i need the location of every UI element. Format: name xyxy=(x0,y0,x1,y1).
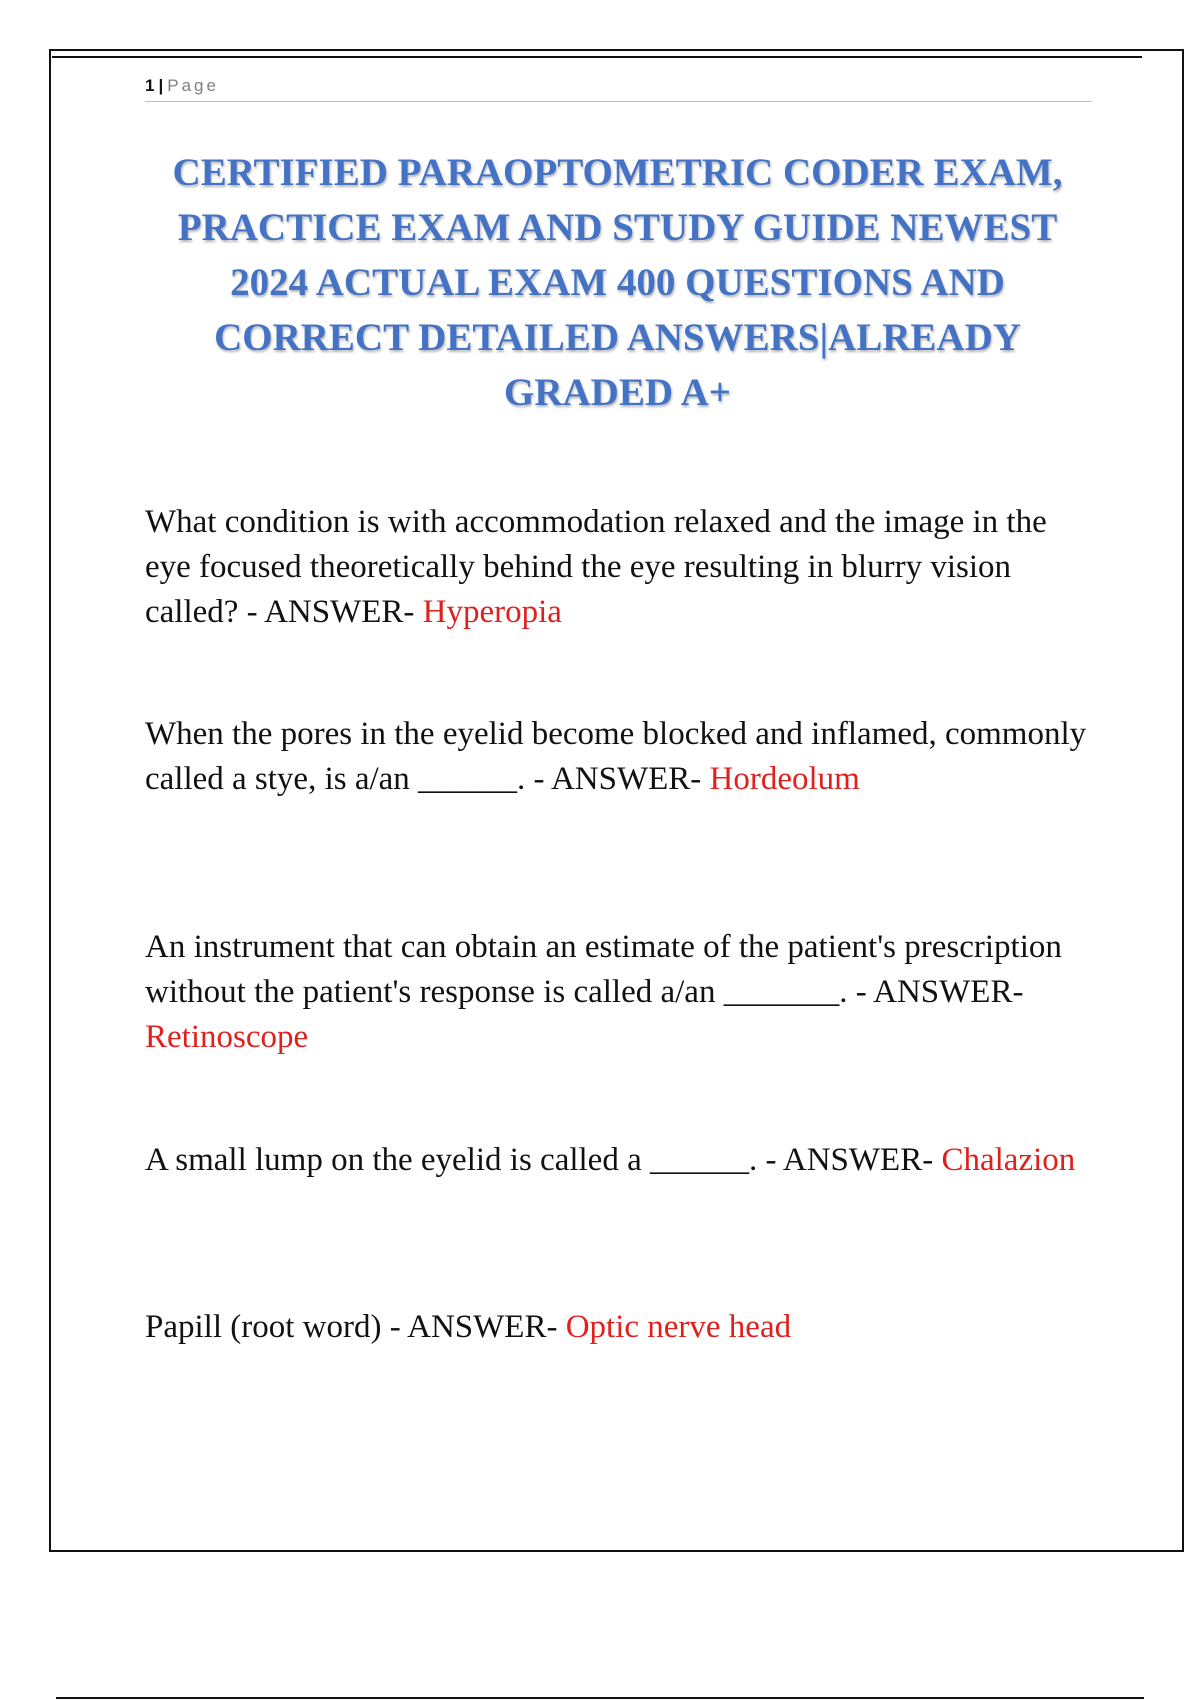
question-text: A small lump on the eyelid is called a ______. - ANSWER- xyxy=(145,1142,942,1178)
question-text: An instrument that can obtain an estimate of the patient's prescription without the patient's response is called a/an _______. - ANSWER- xyxy=(145,929,1062,1010)
page-separator: | xyxy=(158,76,164,95)
page-label: Page xyxy=(167,76,219,95)
question-item xyxy=(145,500,1095,635)
answer-text: Chalazion xyxy=(941,1142,1076,1178)
page-header xyxy=(145,74,1092,102)
question-item xyxy=(145,1305,1095,1350)
page-number: 1 xyxy=(145,76,155,95)
answer-text: Hordeolum xyxy=(709,761,860,797)
question-text: Papill (root word) - ANSWER- xyxy=(145,1309,566,1345)
question-text: When the pores in the eyelid become blocked and inflamed, commonly called a stye, is a/an ______. - ANSWER- xyxy=(145,716,1087,797)
answer-text: Retinoscope xyxy=(145,1019,309,1055)
question-text: What condition is with accommodation relaxed and the image in the eye focused theoretically behind the eye resulting in blurry vision called? - ANSWER- xyxy=(145,504,1047,630)
question-item xyxy=(145,925,1095,1060)
question-item xyxy=(145,712,1095,802)
answer-text: Optic nerve head xyxy=(565,1309,792,1345)
top-rule xyxy=(52,56,1142,58)
question-item xyxy=(145,1138,1095,1183)
bottom-rule xyxy=(56,1697,1144,1699)
document-title: CERTIFIED PARAOPTOMETRIC CODER EXAM, PRACTICE EXAM AND STUDY GUIDE NEWEST 2024 ACTUAL EXAM 400 QUESTIONS AND CORRECT DETAILED ANSWERS|ALREADY GRADED A+ xyxy=(172,151,1063,414)
answer-text: Hyperopia xyxy=(422,594,562,630)
